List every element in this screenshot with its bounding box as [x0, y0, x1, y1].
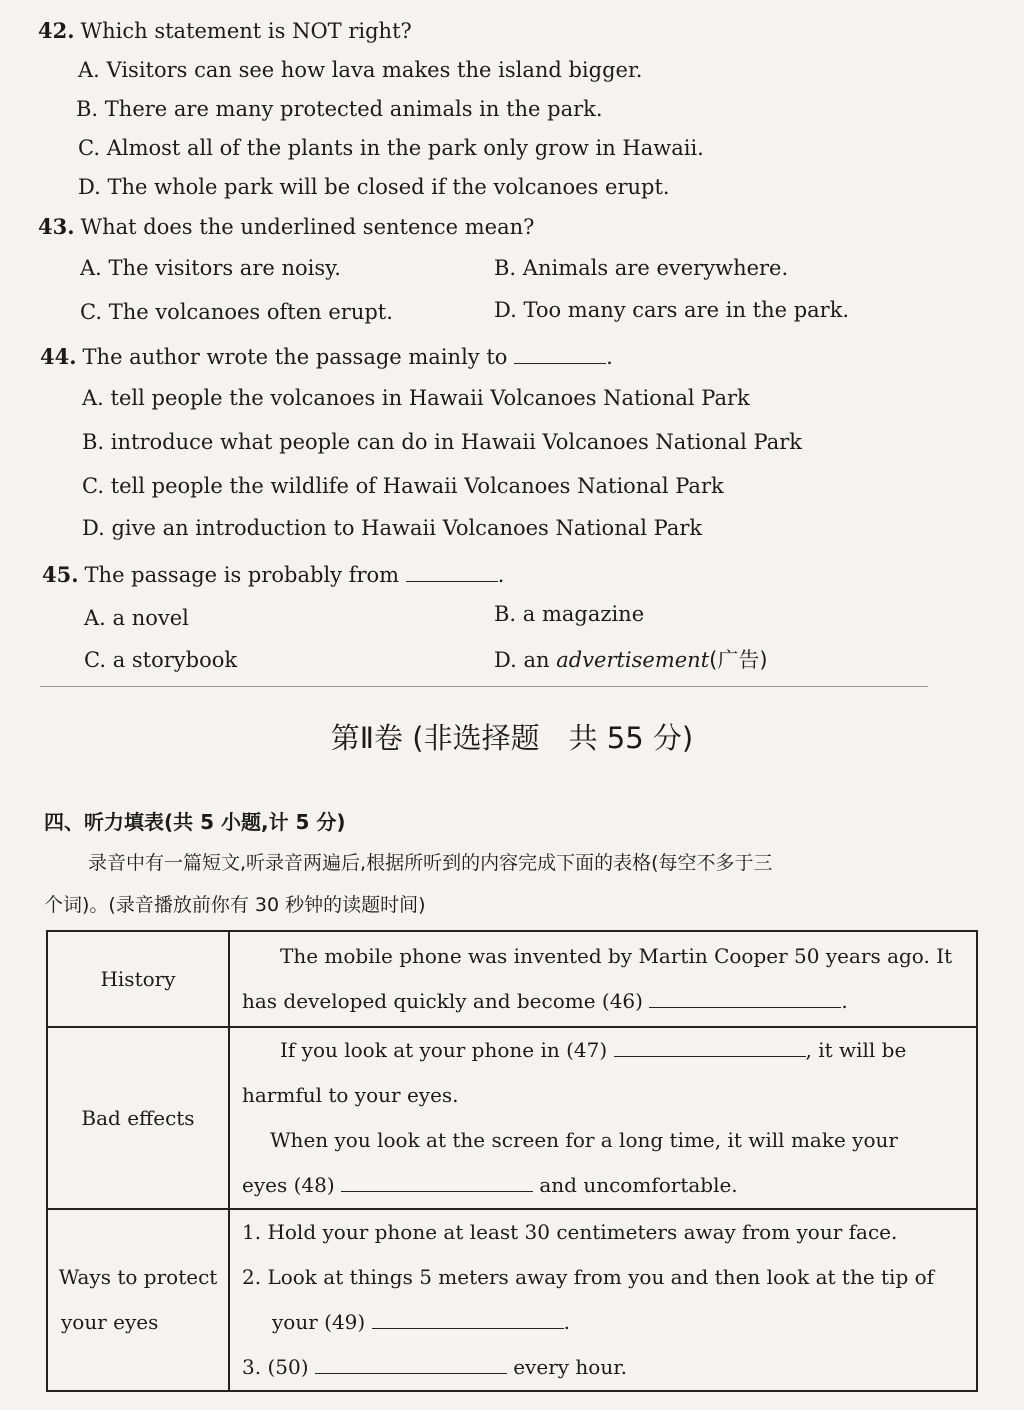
- row-label-history: History: [47, 931, 229, 1027]
- row-label-ways-to-protect: Ways to protect your eyes: [47, 1209, 229, 1391]
- question-43-option-c: C. The volcanoes often erupt.: [80, 300, 393, 324]
- question-42-option-a: A. Visitors can see how lava makes the island bigger.: [78, 58, 643, 82]
- question-44-option-b: B. introduce what people can do in Hawaii Volcanoes National Park: [82, 430, 803, 454]
- answer-blank: [406, 580, 498, 582]
- blank-48[interactable]: [341, 1190, 533, 1192]
- table-row-ways-to-protect: [47, 1209, 977, 1391]
- blank-50[interactable]: [315, 1372, 507, 1374]
- question-44-option-d: D. give an introduction to Hawaii Volcanoes National Park: [82, 516, 703, 540]
- question-44: 44. The author wrote the passage mainly to .: [40, 344, 613, 369]
- question-45: 45. The passage is probably from .: [42, 562, 505, 587]
- listening-table: [46, 930, 978, 1392]
- question-45-option-a: A. a novel: [84, 606, 189, 630]
- blank-49[interactable]: [372, 1327, 564, 1329]
- question-45-option-d: D. an advertisement(广告): [494, 648, 768, 672]
- row-label-bad-effects: Bad effects: [47, 1027, 229, 1209]
- blank-46[interactable]: [649, 1006, 841, 1008]
- question-43-option-a: A. The visitors are noisy.: [80, 256, 341, 280]
- blank-47[interactable]: [614, 1055, 806, 1057]
- question-43-option-d: D. Too many cars are in the park.: [494, 298, 850, 322]
- section-4-instruction-line-1: 录音中有一篇短文,听录音两遍后,根据所听到的内容完成下面的表格(每空不多于三: [88, 852, 773, 874]
- question-44-option-c: C. tell people the wildlife of Hawaii Volcanoes National Park: [82, 474, 724, 498]
- table-row-history: [47, 931, 977, 1027]
- row-content-bad-effects: If you look at your phone in (47) , it will be harmful to your eyes. When you look at the screen for a long time, it will make your eyes (48) and uncomfortable.: [229, 1027, 977, 1209]
- part-2-title: 第Ⅱ卷 (非选择题 共 55 分): [330, 721, 694, 755]
- table-row-bad-effects: [47, 1027, 977, 1209]
- question-45-option-b: B. a magazine: [494, 602, 645, 626]
- section-4-heading: 四、听力填表(共 5 小题,计 5 分): [44, 810, 346, 834]
- section-4-instruction-line-2: 个词)。(录音播放前你有 30 秒钟的读题时间): [44, 894, 426, 916]
- question-43-stem: What does the underlined sentence mean?: [80, 215, 535, 239]
- question-45-option-c: C. a storybook: [84, 648, 238, 672]
- divider: [40, 686, 928, 687]
- question-44-option-a: A. tell people the volcanoes in Hawaii Volcanoes National Park: [82, 386, 750, 410]
- question-44-stem: The author wrote the passage mainly to: [82, 345, 508, 369]
- question-43: 43. What does the underlined sentence mean?: [38, 214, 535, 239]
- row-content-history: The mobile phone was invented by Martin Cooper 50 years ago. It has developed quickly and become (46) .: [229, 931, 977, 1027]
- answer-blank: [514, 362, 606, 364]
- question-42-option-b: B. There are many protected animals in the park.: [76, 97, 603, 121]
- question-42-option-c: C. Almost all of the plants in the park only grow in Hawaii.: [78, 136, 704, 160]
- question-43-option-b: B. Animals are everywhere.: [494, 256, 789, 280]
- question-42-stem: Which statement is NOT right?: [80, 19, 412, 43]
- question-42-option-d: D. The whole park will be closed if the volcanoes erupt.: [78, 175, 670, 199]
- question-42: 42. Which statement is NOT right?: [38, 18, 412, 43]
- question-45-stem: The passage is probably from: [84, 563, 400, 587]
- row-content-ways-to-protect: 1. Hold your phone at least 30 centimeters away from your face. 2. Look at things 5 meters away from you and then look at the tip of your (49) . 3. (50) every hour.: [229, 1209, 977, 1391]
